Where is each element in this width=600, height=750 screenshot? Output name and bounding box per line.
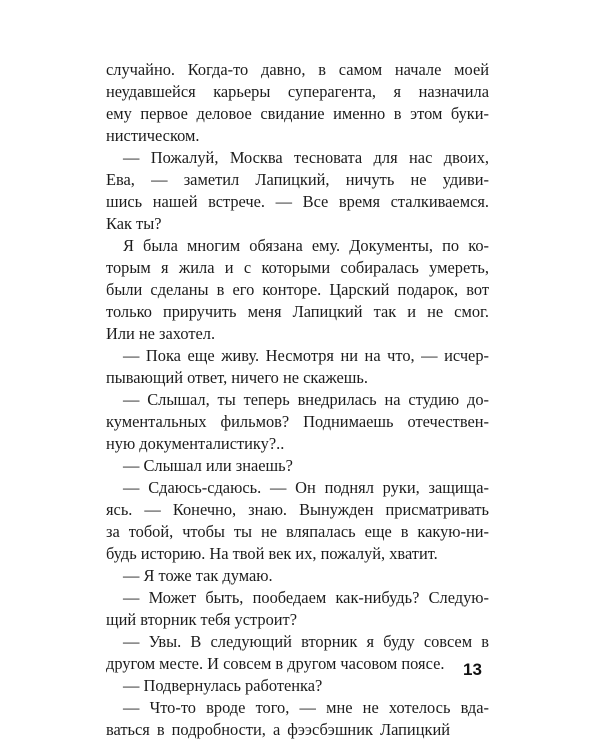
text-line: щий вторник тебя устроит?	[106, 610, 297, 629]
text-line: — Сдаюсь-сдаюсь. — Он поднял руки, защища-	[123, 478, 489, 497]
text-line: — Пока еще живу. Несмотря ни на что, — исчер-	[123, 346, 489, 365]
text-line: — Слышал или знаешь?	[123, 456, 293, 475]
text-line: Или не захотел.	[106, 324, 216, 343]
body-text	[106, 59, 489, 741]
text-line: за тобой, чтобы ты не вляпалась еще в какую-ни-	[106, 522, 489, 541]
text-line: неудавшейся карьеры суперагента, я назначила	[106, 82, 489, 101]
text-line: будь историю. На твой век их, пожалуй, хватит.	[106, 544, 438, 563]
page-number: 13	[463, 660, 482, 679]
text-line: — Увы. В следующий вторник я буду совсем в	[123, 632, 489, 651]
text-line: торым я жила и с которыми собиралась умереть,	[106, 258, 489, 277]
text-line: были сделаны в его конторе. Царский подарок, вот	[106, 280, 489, 299]
text-line: ную документалистику?..	[106, 434, 285, 453]
text-line: — Пожалуй, Москва тесновата для нас двоих,	[123, 148, 489, 167]
text-line: — Может быть, пообедаем как-нибудь? Следую-	[123, 588, 489, 607]
text-line: — Подвернулась работенка?	[123, 676, 323, 695]
text-line: шись нашей встрече. — Все время сталкиваемся.	[106, 192, 489, 211]
text-line: — Слышал, ты теперь внедрилась на студию до-	[123, 390, 489, 409]
text-line: случайно. Когда-то давно, в самом начале моей	[106, 60, 489, 79]
text-line: ваться в подробности, а фээсбэшник Лапицкий	[106, 720, 450, 739]
text-line: пывающий ответ, ничего не скажешь.	[106, 368, 368, 387]
text-line: ясь. — Конечно, знаю. Вынужден присматривать	[106, 500, 489, 519]
text-line: только приручить меня Лапицкий так и не смог.	[106, 302, 489, 321]
text-line: кументальных фильмов? Поднимаешь отечествен-	[106, 412, 489, 431]
text-line: Я была многим обязана ему. Документы, по ко-	[123, 236, 489, 255]
text-line: — Что-то вроде того, — мне не хотелось вда-	[123, 698, 489, 717]
text-line: нистическом.	[106, 126, 200, 145]
text-line: ему первое деловое свидание именно в этом буки-	[106, 104, 489, 123]
text-line: Ева, — заметил Лапицкий, ничуть не удиви-	[106, 170, 489, 189]
text-line: Как ты?	[106, 214, 162, 233]
text-line: другом месте. И совсем в другом часовом поясе.	[106, 654, 445, 673]
text-line: — Я тоже так думаю.	[123, 566, 273, 585]
